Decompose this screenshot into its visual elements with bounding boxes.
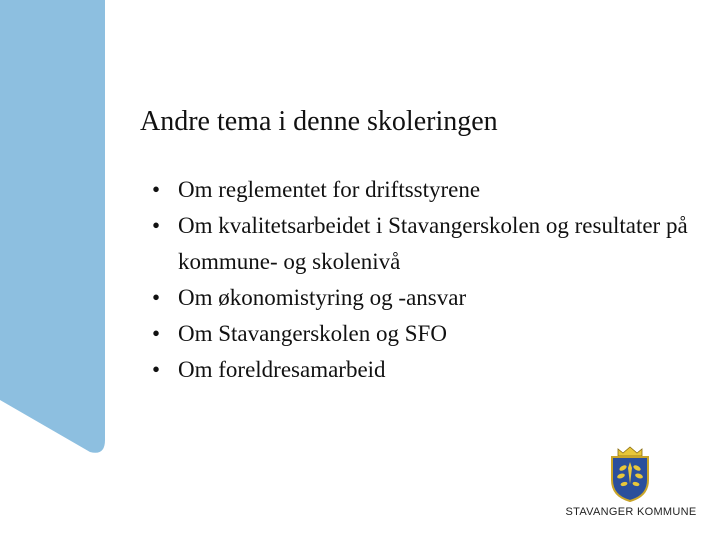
stavanger-kommune-logo: [556, 446, 706, 526]
bullet-text: Om Stavangerskolen og SFO: [178, 321, 447, 346]
bullet-dot: •: [152, 213, 161, 238]
bullet-text: Om reglementet for driftsstyrene: [178, 177, 481, 202]
bullet-text: Om kvalitetsarbeidet i Stavangerskolen og resultater på kommune- og skolenivå: [178, 213, 688, 274]
slide-title: Andre tema i denne skoleringen: [140, 106, 498, 137]
bullet-text: Om foreldresamarbeid: [178, 357, 386, 382]
bullet-item: [152, 352, 692, 388]
bullet-item: [152, 172, 692, 208]
bullet-item: [152, 316, 692, 352]
bullet-list: [152, 172, 692, 388]
logo-text: STAVANGER KOMMUNE: [565, 506, 697, 518]
decorative-side-band: [0, 0, 110, 460]
bullet-dot: •: [152, 357, 161, 382]
bullet-dot: •: [152, 285, 161, 310]
bullet-dot: •: [152, 321, 161, 346]
bullet-item: [152, 280, 692, 316]
bullet-text: Om økonomistyring og -ansvar: [178, 285, 467, 310]
bullet-dot: •: [152, 177, 161, 202]
coat-of-arms-icon: [608, 446, 652, 502]
bullet-item: [152, 208, 692, 280]
